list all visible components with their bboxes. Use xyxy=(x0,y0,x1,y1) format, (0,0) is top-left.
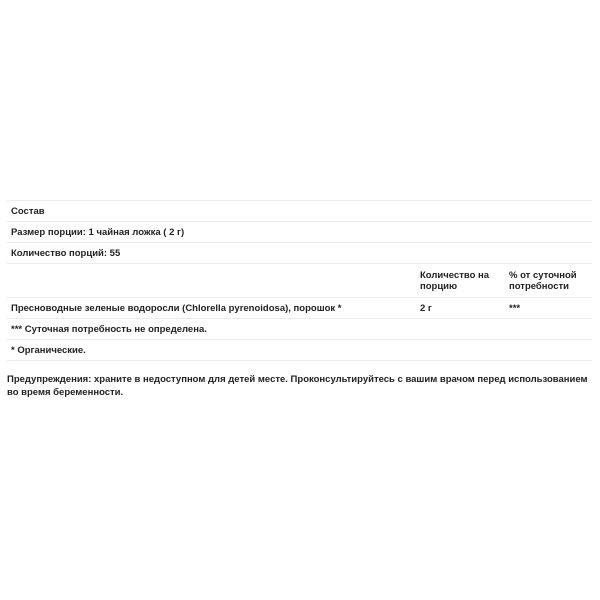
column-header-amount: Количество на порцию xyxy=(420,269,490,292)
footnote-daily-value: *** Суточная потребность не определена. xyxy=(11,323,207,335)
servings-per-container: Количество порций: 55 xyxy=(11,247,121,259)
ingredient-name: Пресноводные зеленые водоросли (Chlorella pyrenoidosa), порошок * xyxy=(11,302,342,314)
column-header-row xyxy=(7,264,592,298)
ingredient-daily-value: *** xyxy=(509,302,521,314)
warning-text: Предупреждения: храните в недоступном для детей месте. Проконсультируйтесь с вашим врачом перед использованием во время беременности. xyxy=(7,374,588,398)
ingredient-row xyxy=(7,298,592,319)
footnote-organic: * Органические. xyxy=(11,344,86,356)
serving-size: Размер порции: 1 чайная ложка ( 2 г) xyxy=(11,226,185,238)
footnote-row xyxy=(7,319,592,340)
footnote-row xyxy=(7,340,592,361)
supplement-facts-table xyxy=(7,200,592,361)
facts-title: Состав xyxy=(11,205,45,217)
column-header-daily-value: % от суточной потребности xyxy=(509,269,577,292)
servings-per-container-row xyxy=(7,243,592,264)
serving-size-row xyxy=(7,222,592,243)
facts-title-row xyxy=(7,201,592,222)
ingredient-amount: 2 г xyxy=(420,302,432,314)
